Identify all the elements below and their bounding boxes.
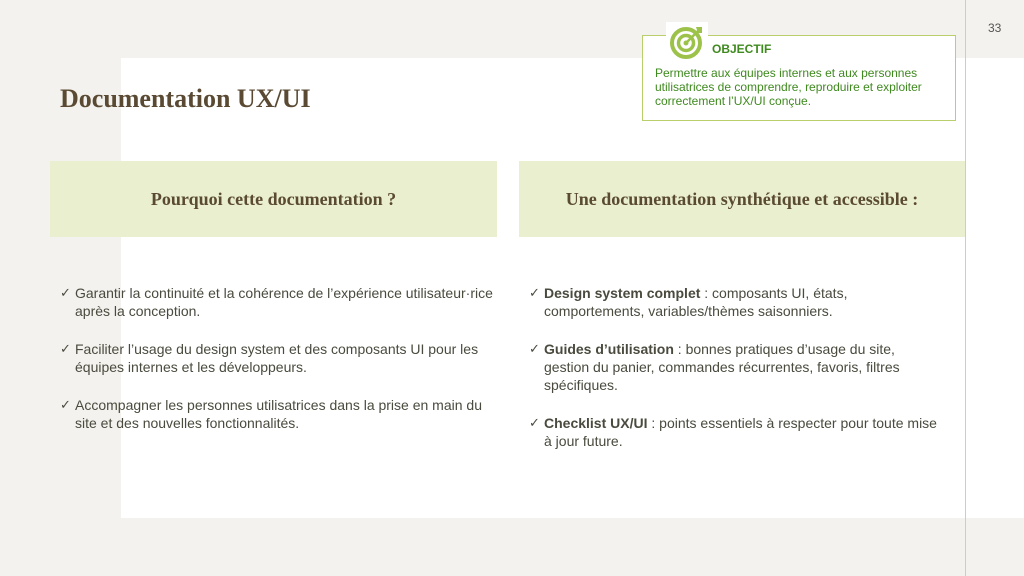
list-item bbox=[529, 340, 939, 394]
list-item bbox=[60, 284, 500, 320]
list-item bbox=[529, 284, 939, 320]
objective-label: OBJECTIF bbox=[712, 42, 772, 56]
check-icon: ✓ bbox=[529, 415, 540, 430]
list-item bbox=[529, 414, 939, 450]
check-icon: ✓ bbox=[529, 341, 540, 356]
list-item-text: Garantir la continuité et la cohérence de l’expérience utilisateur·rice après la conception. bbox=[75, 285, 493, 319]
list-item-text: : composants UI, états, comportements, variables/thèmes saisonniers. bbox=[544, 285, 848, 319]
page-title: Documentation UX/UI bbox=[60, 84, 311, 113]
list-item-text: : points essentiels à respecter pour toute mise à jour future. bbox=[544, 415, 937, 449]
list-item-heading: Design system complet bbox=[544, 285, 701, 301]
check-icon: ✓ bbox=[60, 397, 71, 412]
check-icon: ✓ bbox=[60, 341, 71, 356]
right-bullet-list bbox=[529, 284, 939, 470]
vertical-divider bbox=[965, 0, 966, 576]
list-item-heading: Checklist UX/UI bbox=[544, 415, 648, 431]
left-card-title: Pourquoi cette documentation ? bbox=[150, 188, 397, 209]
check-icon: ✓ bbox=[529, 285, 540, 300]
list-item-text: Accompagner les personnes utilisatrices dans la prise en main du site et des nouvelles fonctionnalités. bbox=[75, 397, 482, 431]
left-card-header bbox=[50, 161, 497, 237]
page-number: 33 bbox=[988, 21, 1002, 35]
right-card-header bbox=[519, 161, 965, 237]
list-item-text: Faciliter l’usage du design system et des composants UI pour les équipes internes et les développeurs. bbox=[75, 341, 479, 375]
objective-text: Permettre aux équipes internes et aux personnes utilisatrices de comprendre, reproduire et exploiter correctement l’UX/UI conçue. bbox=[655, 66, 922, 108]
left-bullet-list bbox=[60, 284, 500, 452]
list-item bbox=[60, 340, 500, 376]
check-icon: ✓ bbox=[60, 285, 71, 300]
list-item-heading: Guides d’utilisation bbox=[544, 341, 674, 357]
list-item bbox=[60, 396, 500, 432]
right-card-title: Une documentation synthétique et accessible : bbox=[565, 188, 919, 209]
list-item-text: : bonnes pratiques d’usage du site, gestion du panier, commandes récurrentes, favoris, filtres spécifiques. bbox=[544, 341, 900, 393]
target-icon bbox=[666, 22, 708, 62]
